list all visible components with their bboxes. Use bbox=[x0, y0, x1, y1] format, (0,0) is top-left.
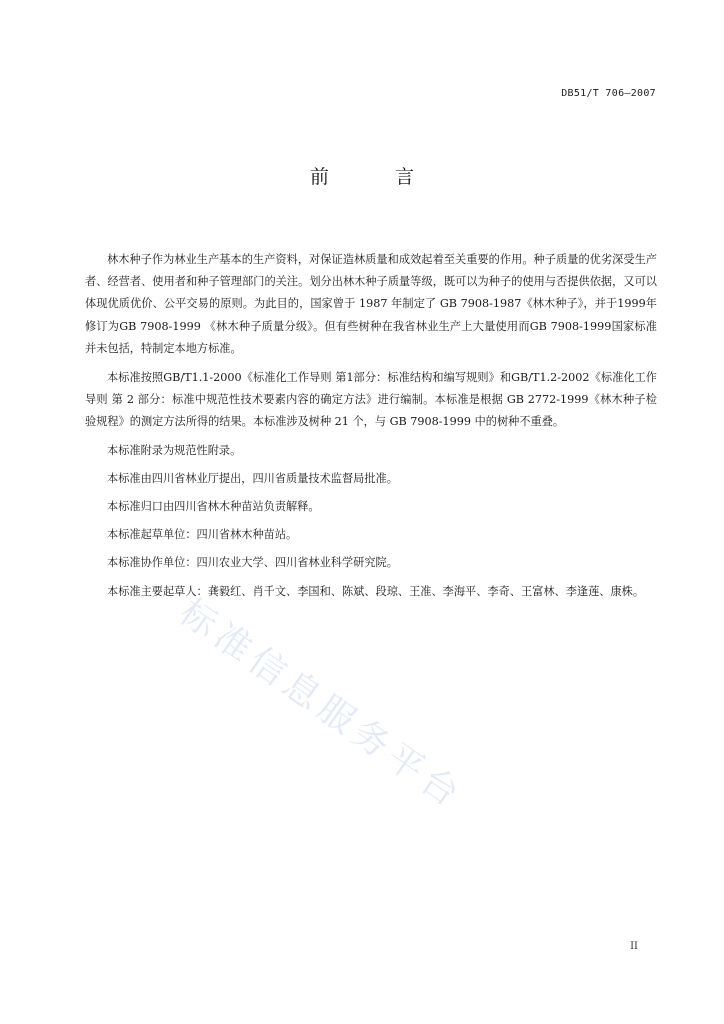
paragraph-appendix: 本标准附录为规范性附录。 bbox=[107, 443, 242, 457]
paragraph-drafting-unit: 本标准起草单位：四川省林木种苗站。 bbox=[107, 528, 298, 542]
document-code: DB51/T 706—2007 bbox=[561, 88, 656, 99]
paragraph-drafters: 本标准主要起草人：龚毅红、肖千文、李国和、陈斌、段琼、王准、李海平、李奇、王富林、李逢莲、康株。 bbox=[107, 584, 645, 598]
watermark: 标准信息服务平台 bbox=[171, 591, 471, 818]
page-number: II bbox=[630, 941, 638, 952]
paragraph-proposer: 本标准由四川省林业厅提出，四川省质量技术监督局批准。 bbox=[107, 471, 398, 485]
paragraph-intro: 林木种子作为林业生产基本的生产资料，对保证造林质量和成效起着至关重要的作用。种子质量的优劣深受生产者、经营者、使用者和种子管理部门的关注。划分出林木种子质量等级，既可以为种子的使用与否提供依据，又可以体现优质优价、公平交易的原则。为此目的，国家曾于 1987 年制定了 GB 7908-1987《林木种子》，并于1999年修订为GB 7908-1999 《林木种子质量分级》。但有些树种在我省林业生产上大量使用而GB 7908-1999国家标准并未包括，特制定本地方标准。 bbox=[85, 253, 657, 355]
paragraph-cooperating-units: 本标准协作单位：四川农业大学、四川省林业科学研究院。 bbox=[107, 556, 398, 570]
paragraph-interpretation: 本标准归口由四川省林木种苗站负责解释。 bbox=[107, 500, 320, 514]
paragraph-standard-basis: 本标准按照GB/T1.1-2000《标准化工作导则 第1部分：标准结构和编写规则》和GB/T1.2-2002《标准化工作导则 第 2 部分：标准中规范性技术要素内容的确定方法》进行编制。本标准是根据 GB 2772-1999《林木种子检验规程》的测定方法所得的结果。本标准涉及树种 21 个，与 GB 7908-1999 中的树种不重叠。 bbox=[85, 370, 657, 428]
document-body bbox=[85, 249, 657, 609]
page-title: 前 言 bbox=[309, 166, 445, 188]
